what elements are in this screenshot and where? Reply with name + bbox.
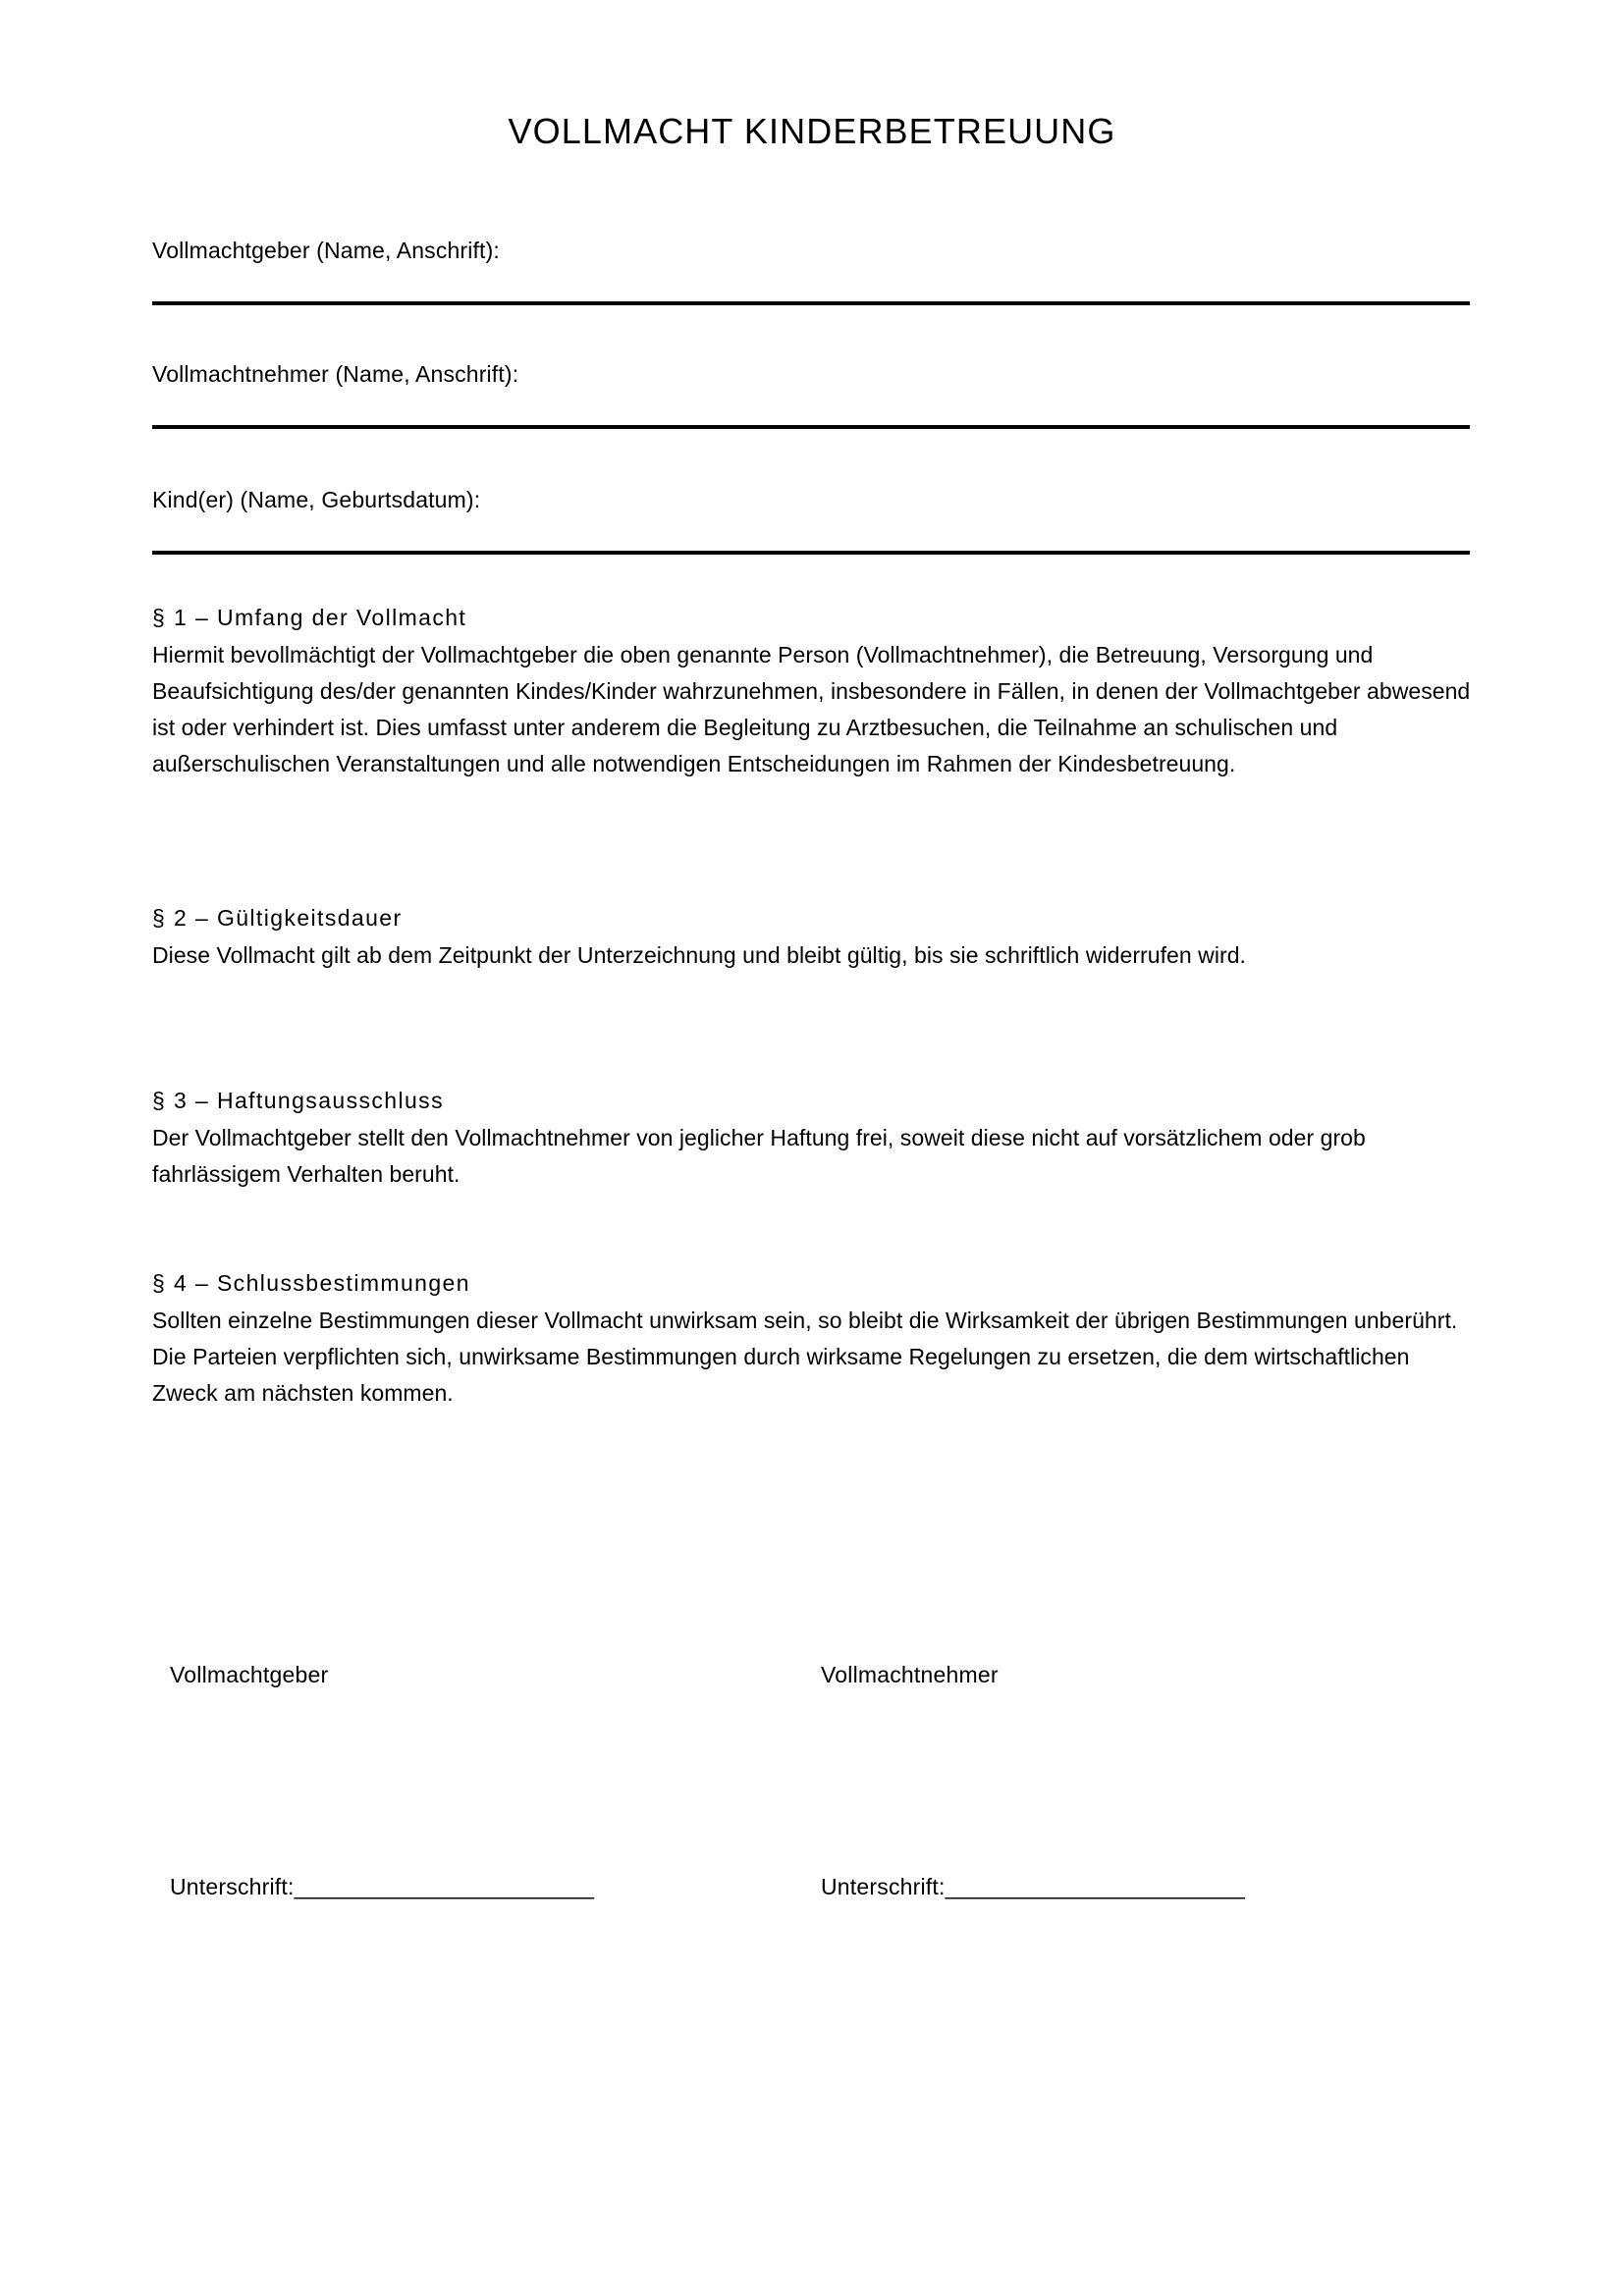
- section-body-1: Hiermit bevollmächtigt der Vollmachtgeber die oben genannte Person (Vollmachtnehmer), die Betreuung, Versorgung und Beaufsichtigung des/der genannten Kindes/Kinder wahrzunehmen, insbesondere in Fällen, in denen der Vollmachtgeber abwesend ist oder verhindert ist. Dies umfasst unter anderem die Begleitung zu Arztbesuchen, die Teilnahme an schulischen und außerschulischen Veranstaltungen und alle notwendigen Entscheidungen im Rahmen der Kindesbetreuung.: [152, 642, 1471, 776]
- section-heading-1: § 1 – Umfang der Vollmacht: [152, 605, 467, 630]
- signature-label-vollmachtgeber: Unterschrift:: [170, 1874, 295, 1899]
- section-heading-2: § 2 – Gültigkeitsdauer: [152, 905, 403, 931]
- section-haftungsausschluss: [152, 1084, 1473, 1193]
- field-rule-vollmachtgeber[interactable]: [152, 301, 1470, 305]
- section-umfang-der-vollmacht: [152, 601, 1473, 782]
- signature-area: [152, 1659, 1473, 1914]
- section-body-2: Diese Vollmacht gilt ab dem Zeitpunkt der Unterzeichnung und bleibt gültig, bis sie schriftlich widerrufen wird.: [152, 942, 1246, 968]
- field-label-kinder: Kind(er) (Name, Geburtsdatum):: [152, 487, 481, 512]
- section-gueltigkeitsdauer: [152, 901, 1473, 974]
- field-rule-vollmachtnehmer[interactable]: [152, 425, 1470, 429]
- section-heading-3: § 3 – Haftungsausschluss: [152, 1088, 444, 1113]
- section-heading-4: § 4 – Schlussbestimmungen: [152, 1270, 470, 1296]
- field-label-vollmachtnehmer: Vollmachtnehmer (Name, Anschrift):: [152, 361, 519, 387]
- section-body-3: Der Vollmachtgeber stellt den Vollmachtnehmer von jeglicher Haftung frei, soweit diese nicht auf vorsätzlichem oder grob fahrlässigem Verhalten beruht.: [152, 1125, 1366, 1187]
- field-label-vollmachtgeber: Vollmachtgeber (Name, Anschrift):: [152, 238, 500, 263]
- signature-line-vollmachtnehmer[interactable]: [821, 1871, 1244, 1902]
- signature-name-vollmachtgeber: Vollmachtgeber: [170, 1662, 329, 1687]
- signature-name-vollmachtnehmer: Vollmachtnehmer: [821, 1662, 999, 1687]
- field-vollmachtnehmer: [152, 359, 1470, 429]
- field-kinder: [152, 485, 1470, 555]
- signature-blank-vollmachtnehmer[interactable]: _________________________: [945, 1874, 1245, 1899]
- section-schlussbestimmungen: [152, 1266, 1473, 1412]
- signature-name-row: [152, 1659, 1473, 1698]
- signature-line-vollmachtgeber[interactable]: [170, 1871, 593, 1902]
- signature-line-row: [152, 1871, 1473, 1914]
- field-vollmachtgeber: [152, 236, 1470, 305]
- section-body-4: Sollten einzelne Bestimmungen dieser Vollmacht unwirksam sein, so bleibt die Wirksamkeit der übrigen Bestimmungen unberührt. Die Parteien verpflichten sich, unwirksame Bestimmungen durch wirksame Regelungen zu ersetzen, die dem wirtschaftlichen Zweck am nächsten kommen.: [152, 1308, 1458, 1406]
- signature-blank-vollmachtgeber[interactable]: _________________________: [294, 1874, 594, 1899]
- page-title: VOLLMACHT KINDERBETREUUNG: [508, 111, 1116, 151]
- signature-label-vollmachtnehmer: Unterschrift:: [821, 1874, 946, 1899]
- field-rule-kinder[interactable]: [152, 551, 1470, 555]
